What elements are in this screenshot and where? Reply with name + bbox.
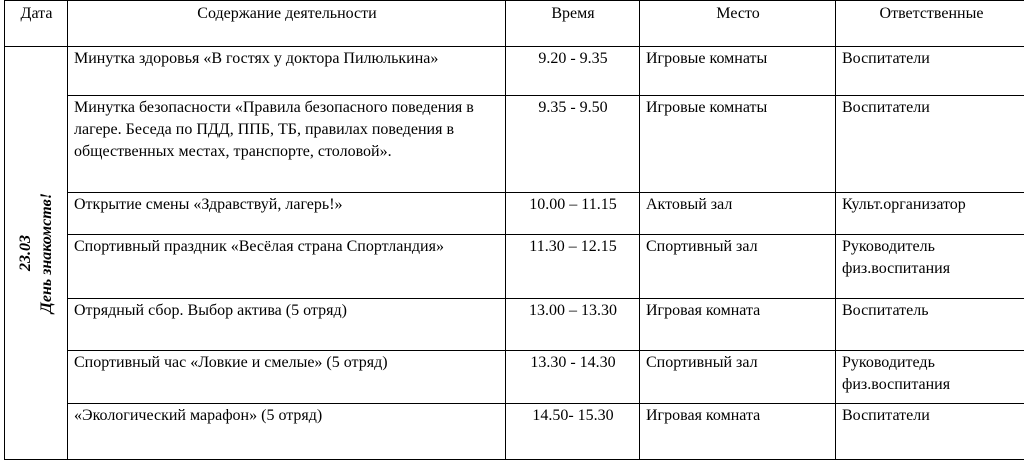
activity-content: Отрядный сбор. Выбор актива (5 отряд) (68, 299, 506, 351)
activity-responsible: Руководитедь физ.воспитания (836, 351, 1024, 404)
activity-time: 10.00 – 11.15 (506, 193, 640, 235)
table-row (5, 235, 1024, 299)
table-row (5, 47, 1024, 96)
activity-responsible: Воспитатели (836, 47, 1024, 96)
day-date: 23.03 (17, 235, 34, 271)
schedule-table (4, 0, 1024, 460)
table-row (5, 193, 1024, 235)
activity-time: 9.20 - 9.35 (506, 47, 640, 96)
activity-place: Спортивный зал (640, 235, 836, 299)
activity-time: 13.00 – 13.30 (506, 299, 640, 351)
header-row (5, 1, 1024, 47)
activity-time: 9.35 - 9.50 (506, 96, 640, 193)
day-date-cell (5, 47, 68, 460)
activity-responsible: Воспитатели (836, 404, 1024, 460)
table-row (5, 351, 1024, 404)
activity-time: 13.30 - 14.30 (506, 351, 640, 404)
activity-content: Минутка здоровья «В гостях у доктора Пилюлькина» (68, 47, 506, 96)
activity-content: Минутка безопасности «Правила безопасного поведения в лагере. Беседа по ПДД, ППБ, ТБ, правилах поведения в общественных местах, транспорте, столовой». (68, 96, 506, 193)
activity-responsible: Культ.организатор (836, 193, 1024, 235)
activity-responsible: Воспитатель (836, 299, 1024, 351)
table-row (5, 299, 1024, 351)
table-row (5, 96, 1024, 193)
activity-content: Спортивный час «Ловкие и смелые» (5 отряд) (68, 351, 506, 404)
activity-responsible: Руководитель физ.воспитания (836, 235, 1024, 299)
header-content: Содержание деятельности (68, 1, 506, 47)
day-title: День знакомств! (38, 192, 55, 314)
day-label (15, 193, 57, 313)
activity-time: 11.30 – 12.15 (506, 235, 640, 299)
activity-place: Актовый зал (640, 193, 836, 235)
activity-place: Игровая комната (640, 299, 836, 351)
activity-responsible: Воспитатели (836, 96, 1024, 193)
activity-time: 14.50- 15.30 (506, 404, 640, 460)
header-place: Место (640, 1, 836, 47)
table-row (5, 404, 1024, 460)
header-time: Время (506, 1, 640, 47)
activity-place: Игровые комнаты (640, 47, 836, 96)
activity-place: Игровая комната (640, 404, 836, 460)
activity-place: Игровые комнаты (640, 96, 836, 193)
activity-content: Спортивный праздник «Весёлая страна Спортландия» (68, 235, 506, 299)
activity-content: «Экологический марафон» (5 отряд) (68, 404, 506, 460)
header-responsible: Ответственные (836, 1, 1024, 47)
activity-content: Открытие смены «Здравствуй, лагерь!» (68, 193, 506, 235)
header-date: Дата (5, 1, 68, 47)
activity-place: Спортивный зал (640, 351, 836, 404)
